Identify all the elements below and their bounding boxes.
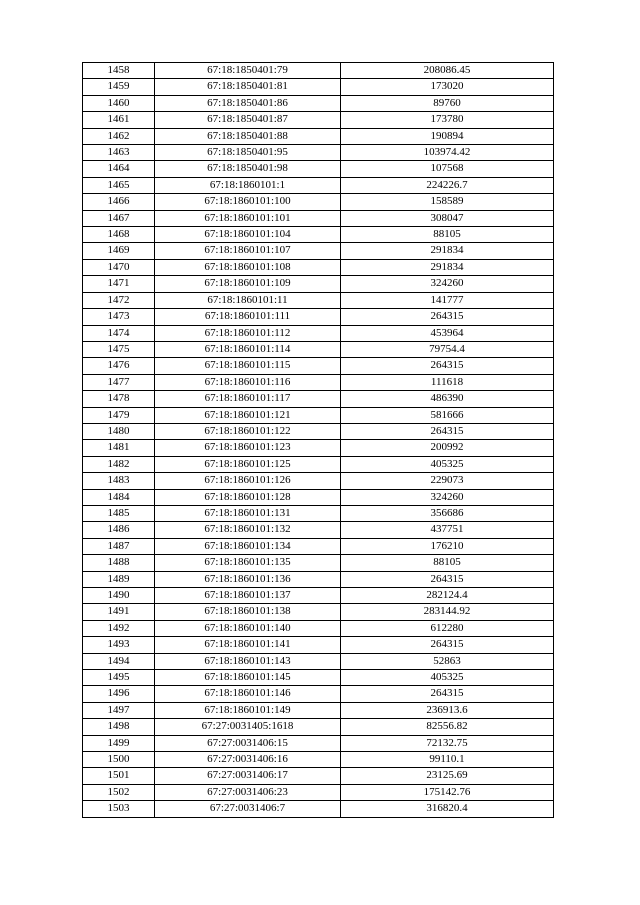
table-row [83,473,554,489]
cadastral-number-cell: 67:18:1860101:122 [155,423,341,439]
row-number-cell: 1460 [83,95,155,111]
row-number-cell: 1486 [83,522,155,538]
cadastral-number-cell: 67:27:0031406:16 [155,752,341,768]
row-number-cell: 1503 [83,801,155,817]
row-number-cell: 1467 [83,210,155,226]
value-cell: 89760 [341,95,554,111]
row-number-cell: 1474 [83,325,155,341]
row-number-cell: 1499 [83,735,155,751]
value-cell: 52863 [341,653,554,669]
table-row [83,719,554,735]
cadastral-number-cell: 67:18:1860101:134 [155,538,341,554]
value-cell: 264315 [341,571,554,587]
cadastral-number-cell: 67:18:1860101:1 [155,177,341,193]
cadastral-number-cell: 67:18:1860101:135 [155,555,341,571]
value-cell: 581666 [341,407,554,423]
value-cell: 291834 [341,243,554,259]
table-row [83,522,554,538]
row-number-cell: 1491 [83,604,155,620]
cadastral-number-cell: 67:18:1850401:98 [155,161,341,177]
cadastral-number-cell: 67:18:1850401:86 [155,95,341,111]
row-number-cell: 1490 [83,588,155,604]
value-cell: 486390 [341,391,554,407]
value-cell: 324260 [341,276,554,292]
table-row [83,210,554,226]
table-row [83,112,554,128]
cadastral-number-cell: 67:27:0031406:17 [155,768,341,784]
cadastral-number-cell: 67:18:1860101:116 [155,374,341,390]
table-row [83,177,554,193]
table-row [83,145,554,161]
table-row [83,571,554,587]
value-cell: 107568 [341,161,554,177]
cadastral-number-cell: 67:18:1850401:79 [155,63,341,79]
row-number-cell: 1472 [83,292,155,308]
row-number-cell: 1485 [83,505,155,521]
table-row [83,276,554,292]
cadastral-number-cell: 67:18:1860101:136 [155,571,341,587]
value-cell: 175142.76 [341,784,554,800]
row-number-cell: 1488 [83,555,155,571]
cadastral-number-cell: 67:18:1860101:145 [155,670,341,686]
value-cell: 79754.4 [341,341,554,357]
cadastral-number-cell: 67:27:0031406:7 [155,801,341,817]
table-row [83,489,554,505]
value-cell: 173780 [341,112,554,128]
cadastral-number-cell: 67:18:1860101:109 [155,276,341,292]
table-row [83,194,554,210]
table-row [83,538,554,554]
cadastral-number-cell: 67:18:1860101:104 [155,227,341,243]
table-row [83,325,554,341]
cadastral-number-cell: 67:18:1860101:123 [155,440,341,456]
table-row [83,309,554,325]
table-row [83,604,554,620]
cadastral-number-cell: 67:18:1860101:125 [155,456,341,472]
value-cell: 405325 [341,670,554,686]
row-number-cell: 1483 [83,473,155,489]
row-number-cell: 1459 [83,79,155,95]
cadastral-number-cell: 67:18:1860101:126 [155,473,341,489]
cadastral-number-cell: 67:18:1860101:111 [155,309,341,325]
cadastral-number-cell: 67:18:1860101:112 [155,325,341,341]
table-row [83,670,554,686]
table-row [83,505,554,521]
value-cell: 437751 [341,522,554,538]
row-number-cell: 1468 [83,227,155,243]
table-row [83,259,554,275]
value-cell: 291834 [341,259,554,275]
table-row [83,653,554,669]
table-row [83,243,554,259]
table-row [83,63,554,79]
row-number-cell: 1458 [83,63,155,79]
value-cell: 236913.6 [341,702,554,718]
table-row [83,555,554,571]
row-number-cell: 1466 [83,194,155,210]
value-cell: 111618 [341,374,554,390]
table-row [83,801,554,817]
value-cell: 264315 [341,637,554,653]
value-cell: 190894 [341,128,554,144]
cadastral-number-cell: 67:27:0031406:15 [155,735,341,751]
value-cell: 173020 [341,79,554,95]
row-number-cell: 1498 [83,719,155,735]
table-body [83,63,554,818]
row-number-cell: 1463 [83,145,155,161]
value-cell: 612280 [341,620,554,636]
row-number-cell: 1493 [83,637,155,653]
row-number-cell: 1481 [83,440,155,456]
table-row [83,358,554,374]
row-number-cell: 1492 [83,620,155,636]
table-row [83,423,554,439]
row-number-cell: 1461 [83,112,155,128]
table-row [83,292,554,308]
table-row [83,784,554,800]
cadastral-number-cell: 67:18:1860101:108 [155,259,341,275]
value-cell: 264315 [341,358,554,374]
table-row [83,227,554,243]
value-cell: 264315 [341,423,554,439]
value-cell: 158589 [341,194,554,210]
row-number-cell: 1462 [83,128,155,144]
cadastral-number-cell: 67:18:1860101:107 [155,243,341,259]
row-number-cell: 1495 [83,670,155,686]
row-number-cell: 1482 [83,456,155,472]
value-cell: 264315 [341,309,554,325]
value-cell: 405325 [341,456,554,472]
row-number-cell: 1477 [83,374,155,390]
value-cell: 264315 [341,686,554,702]
value-cell: 88105 [341,227,554,243]
cadastral-number-cell: 67:18:1850401:88 [155,128,341,144]
value-cell: 229073 [341,473,554,489]
row-number-cell: 1464 [83,161,155,177]
table-row [83,161,554,177]
row-number-cell: 1501 [83,768,155,784]
row-number-cell: 1489 [83,571,155,587]
table-row [83,588,554,604]
row-number-cell: 1471 [83,276,155,292]
value-cell: 324260 [341,489,554,505]
cadastral-number-cell: 67:18:1860101:11 [155,292,341,308]
value-cell: 282124.4 [341,588,554,604]
row-number-cell: 1496 [83,686,155,702]
table-row [83,440,554,456]
cadastral-number-cell: 67:18:1850401:87 [155,112,341,128]
cadastral-number-cell: 67:18:1850401:81 [155,79,341,95]
cadastral-number-cell: 67:18:1860101:146 [155,686,341,702]
table-row [83,341,554,357]
value-cell: 453964 [341,325,554,341]
table-row [83,752,554,768]
cadastral-number-cell: 67:18:1860101:101 [155,210,341,226]
table-row [83,407,554,423]
value-cell: 308047 [341,210,554,226]
value-cell: 82556.82 [341,719,554,735]
row-number-cell: 1480 [83,423,155,439]
row-number-cell: 1473 [83,309,155,325]
table-row [83,391,554,407]
value-cell: 316820.4 [341,801,554,817]
data-table [82,62,554,818]
cadastral-number-cell: 67:18:1860101:140 [155,620,341,636]
row-number-cell: 1475 [83,341,155,357]
cadastral-number-cell: 67:27:0031406:23 [155,784,341,800]
table-row [83,620,554,636]
cadastral-number-cell: 67:18:1860101:128 [155,489,341,505]
table-row [83,768,554,784]
value-cell: 23125.69 [341,768,554,784]
row-number-cell: 1484 [83,489,155,505]
row-number-cell: 1487 [83,538,155,554]
value-cell: 176210 [341,538,554,554]
cadastral-number-cell: 67:18:1860101:137 [155,588,341,604]
table-row [83,686,554,702]
value-cell: 224226.7 [341,177,554,193]
cadastral-number-cell: 67:18:1860101:141 [155,637,341,653]
value-cell: 103974.42 [341,145,554,161]
cadastral-number-cell: 67:18:1860101:132 [155,522,341,538]
table-row [83,702,554,718]
cadastral-number-cell: 67:18:1860101:115 [155,358,341,374]
cadastral-number-cell: 67:18:1860101:121 [155,407,341,423]
cadastral-number-cell: 67:18:1850401:95 [155,145,341,161]
table-row [83,456,554,472]
value-cell: 141777 [341,292,554,308]
value-cell: 356686 [341,505,554,521]
table-row [83,637,554,653]
table-row [83,128,554,144]
cadastral-number-cell: 67:18:1860101:114 [155,341,341,357]
value-cell: 208086.45 [341,63,554,79]
cadastral-number-cell: 67:18:1860101:143 [155,653,341,669]
table-row [83,79,554,95]
row-number-cell: 1476 [83,358,155,374]
cadastral-number-cell: 67:18:1860101:138 [155,604,341,620]
row-number-cell: 1494 [83,653,155,669]
value-cell: 99110.1 [341,752,554,768]
table-row [83,735,554,751]
table-row [83,95,554,111]
row-number-cell: 1469 [83,243,155,259]
cadastral-number-cell: 67:18:1860101:117 [155,391,341,407]
row-number-cell: 1465 [83,177,155,193]
row-number-cell: 1478 [83,391,155,407]
cadastral-number-cell: 67:18:1860101:131 [155,505,341,521]
row-number-cell: 1500 [83,752,155,768]
row-number-cell: 1502 [83,784,155,800]
row-number-cell: 1497 [83,702,155,718]
cadastral-number-cell: 67:18:1860101:149 [155,702,341,718]
table-row [83,374,554,390]
value-cell: 283144.92 [341,604,554,620]
cadastral-number-cell: 67:27:0031405:1618 [155,719,341,735]
value-cell: 88105 [341,555,554,571]
cadastral-number-cell: 67:18:1860101:100 [155,194,341,210]
value-cell: 72132.75 [341,735,554,751]
row-number-cell: 1470 [83,259,155,275]
value-cell: 200992 [341,440,554,456]
row-number-cell: 1479 [83,407,155,423]
